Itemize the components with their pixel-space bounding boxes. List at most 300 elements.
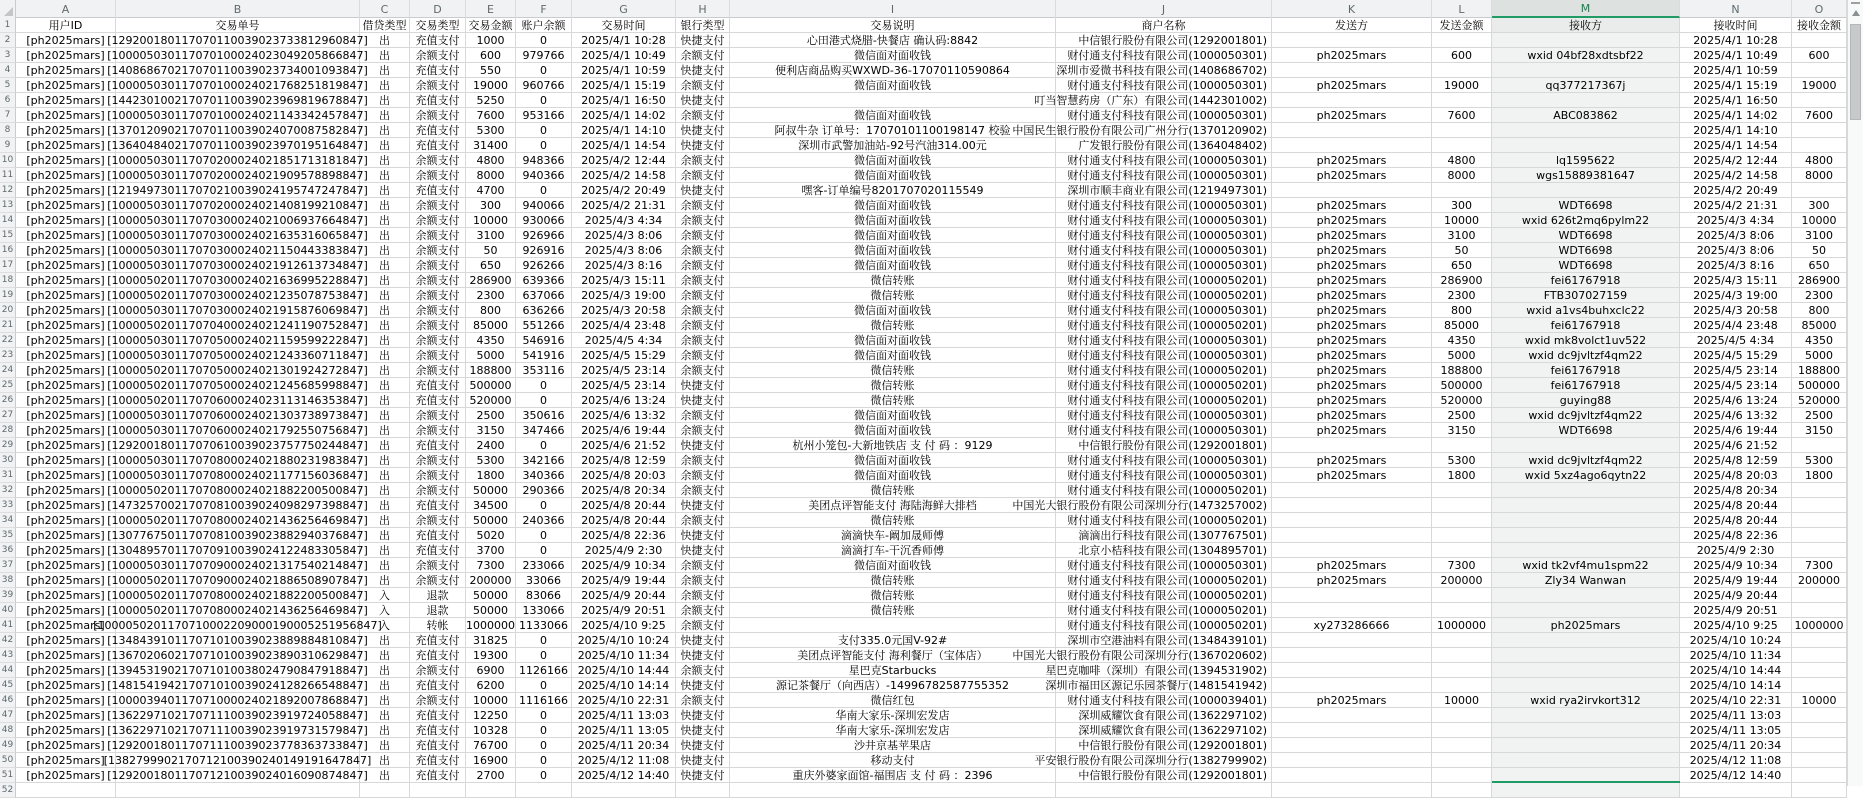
cell-E12[interactable]: 4700 bbox=[466, 183, 516, 198]
cell-J35[interactable] bbox=[1056, 528, 1272, 543]
cell-O7[interactable]: 7600 bbox=[1792, 108, 1847, 123]
cell-I31[interactable] bbox=[730, 468, 1056, 483]
cell-D47[interactable]: 充值支付 bbox=[410, 708, 466, 723]
cell-D7[interactable]: 余额支付 bbox=[410, 108, 466, 123]
row-number-49[interactable]: 49 bbox=[0, 738, 16, 753]
cell-G46[interactable]: 2025/4/10 22:31 bbox=[572, 693, 676, 708]
cell-H30[interactable]: 余额支付 bbox=[676, 453, 730, 468]
cell-E20[interactable]: 800 bbox=[466, 303, 516, 318]
cell-A10[interactable]: [ph2025mars] bbox=[16, 153, 116, 168]
cell-F52[interactable] bbox=[516, 783, 572, 798]
cell-C52[interactable] bbox=[360, 783, 410, 798]
cell-C23[interactable]: 出 bbox=[360, 348, 410, 363]
cell-N9[interactable]: 2025/4/1 14:54 bbox=[1680, 138, 1792, 153]
cell-K16[interactable]: ph2025mars bbox=[1272, 243, 1432, 258]
cell-I2[interactable] bbox=[730, 33, 1056, 48]
cell-D42[interactable]: 充值支付 bbox=[410, 633, 466, 648]
cell-G31[interactable]: 2025/4/8 20:03 bbox=[572, 468, 676, 483]
cell-N22[interactable]: 2025/4/5 4:34 bbox=[1680, 333, 1792, 348]
cell-O16[interactable]: 50 bbox=[1792, 243, 1847, 258]
cell-A18[interactable]: [ph2025mars] bbox=[16, 273, 116, 288]
cell-A51[interactable]: [ph2025mars] bbox=[16, 768, 116, 783]
cell-M40[interactable] bbox=[1492, 603, 1680, 618]
cell-M38[interactable]: Zly34 Wanwan bbox=[1492, 573, 1680, 588]
cell-M21[interactable]: fei61767918 bbox=[1492, 318, 1680, 333]
cell-H32[interactable]: 余额支付 bbox=[676, 483, 730, 498]
cell-C50[interactable]: 出 bbox=[360, 753, 410, 768]
cell-O43[interactable] bbox=[1792, 648, 1847, 663]
cell-B8[interactable] bbox=[107, 123, 368, 138]
cell-O34[interactable] bbox=[1792, 513, 1847, 528]
cell-B52[interactable] bbox=[116, 783, 360, 798]
cell-F21[interactable]: 551266 bbox=[516, 318, 572, 333]
cell-B13[interactable] bbox=[107, 198, 368, 213]
cell-O41[interactable]: 1000000 bbox=[1792, 618, 1847, 633]
cell-M10[interactable]: lq1595622 bbox=[1492, 153, 1680, 168]
column-title-A[interactable]: 用户ID bbox=[16, 18, 116, 33]
cell-E9[interactable]: 31400 bbox=[466, 138, 516, 153]
cell-F35[interactable]: 0 bbox=[516, 528, 572, 543]
cell-I9[interactable] bbox=[730, 138, 1056, 153]
cell-G22[interactable]: 2025/4/5 4:34 bbox=[572, 333, 676, 348]
column-header-K[interactable]: K bbox=[1272, 0, 1432, 18]
cell-H19[interactable]: 余额支付 bbox=[676, 288, 730, 303]
cell-L38[interactable]: 200000 bbox=[1432, 573, 1492, 588]
cell-F4[interactable]: 0 bbox=[516, 63, 572, 78]
cell-O22[interactable]: 4350 bbox=[1792, 333, 1847, 348]
cell-O14[interactable]: 10000 bbox=[1792, 213, 1847, 228]
cell-A24[interactable]: [ph2025mars] bbox=[16, 363, 116, 378]
cell-I11[interactable] bbox=[730, 168, 1056, 183]
cell-A27[interactable]: [ph2025mars] bbox=[16, 408, 116, 423]
cell-L48[interactable] bbox=[1432, 723, 1492, 738]
cell-F51[interactable]: 0 bbox=[516, 768, 572, 783]
row-number-31[interactable]: 31 bbox=[0, 468, 16, 483]
cell-M2[interactable] bbox=[1492, 33, 1680, 48]
cell-D30[interactable]: 余额支付 bbox=[410, 453, 466, 468]
cell-E37[interactable]: 7300 bbox=[466, 558, 516, 573]
cell-C22[interactable]: 出 bbox=[360, 333, 410, 348]
cell-C31[interactable]: 出 bbox=[360, 468, 410, 483]
cell-M35[interactable] bbox=[1492, 528, 1680, 543]
cell-I27[interactable] bbox=[730, 408, 1056, 423]
cell-J11[interactable] bbox=[1056, 168, 1272, 183]
cell-J33[interactable] bbox=[1012, 498, 1272, 513]
cell-K7[interactable]: ph2025mars bbox=[1272, 108, 1432, 123]
cell-K23[interactable]: ph2025mars bbox=[1272, 348, 1432, 363]
cell-N38[interactable]: 2025/4/9 19:44 bbox=[1680, 573, 1792, 588]
cell-C7[interactable]: 出 bbox=[360, 108, 410, 123]
column-title-K[interactable]: 发送方 bbox=[1272, 18, 1432, 33]
cell-H2[interactable]: 快捷支付 bbox=[676, 33, 730, 48]
cell-F14[interactable]: 930066 bbox=[516, 213, 572, 228]
cell-C10[interactable]: 出 bbox=[360, 153, 410, 168]
cell-D19[interactable]: 余额支付 bbox=[410, 288, 466, 303]
cell-D25[interactable]: 充值支付 bbox=[410, 378, 466, 393]
cell-D27[interactable]: 余额支付 bbox=[410, 408, 466, 423]
cell-E47[interactable]: 12250 bbox=[466, 708, 516, 723]
cell-I29[interactable] bbox=[730, 438, 1056, 453]
cell-K15[interactable]: ph2025mars bbox=[1272, 228, 1432, 243]
cell-O49[interactable] bbox=[1792, 738, 1847, 753]
cell-C27[interactable]: 出 bbox=[360, 408, 410, 423]
cell-I40[interactable] bbox=[730, 603, 1056, 618]
cell-H49[interactable]: 快捷支付 bbox=[676, 738, 730, 753]
cell-G10[interactable]: 2025/4/2 12:44 bbox=[572, 153, 676, 168]
cell-B38[interactable] bbox=[107, 573, 368, 588]
cell-M19[interactable]: FTB307027159 bbox=[1492, 288, 1680, 303]
cell-I23[interactable] bbox=[730, 348, 1056, 363]
cell-A29[interactable]: [ph2025mars] bbox=[16, 438, 116, 453]
cell-K43[interactable] bbox=[1272, 648, 1432, 663]
cell-G43[interactable]: 2025/4/10 11:34 bbox=[572, 648, 676, 663]
cell-C24[interactable]: 出 bbox=[360, 363, 410, 378]
cell-K29[interactable] bbox=[1272, 438, 1432, 453]
cell-L41[interactable]: 1000000 bbox=[1432, 618, 1492, 633]
cell-B18[interactable] bbox=[107, 273, 368, 288]
vertical-scrollbar[interactable] bbox=[1847, 0, 1863, 786]
cell-N12[interactable]: 2025/4/2 20:49 bbox=[1680, 183, 1792, 198]
cell-J28[interactable] bbox=[1056, 423, 1272, 438]
cell-M32[interactable] bbox=[1492, 483, 1680, 498]
cell-M48[interactable] bbox=[1492, 723, 1680, 738]
cell-I20[interactable] bbox=[730, 303, 1056, 318]
cell-A39[interactable]: [ph2025mars] bbox=[16, 588, 116, 603]
cell-K34[interactable] bbox=[1272, 513, 1432, 528]
cell-A3[interactable]: [ph2025mars] bbox=[16, 48, 116, 63]
cell-E15[interactable]: 3100 bbox=[466, 228, 516, 243]
cell-B20[interactable] bbox=[107, 303, 368, 318]
cell-E46[interactable]: 10000 bbox=[466, 693, 516, 708]
cell-J51[interactable] bbox=[1056, 768, 1272, 783]
cell-J29[interactable] bbox=[1056, 438, 1272, 453]
cell-D20[interactable]: 余额支付 bbox=[410, 303, 466, 318]
cell-I45[interactable] bbox=[730, 678, 1056, 693]
cell-F46[interactable]: 1116166 bbox=[516, 693, 572, 708]
cell-J22[interactable] bbox=[1056, 333, 1272, 348]
row-number-11[interactable]: 11 bbox=[0, 168, 16, 183]
cell-K41[interactable]: xy273286666 bbox=[1272, 618, 1432, 633]
cell-K32[interactable] bbox=[1272, 483, 1432, 498]
cell-D40[interactable]: 退款 bbox=[410, 603, 466, 618]
cell-A50[interactable]: [ph2025mars] bbox=[16, 753, 116, 768]
column-header-B[interactable]: B bbox=[116, 0, 360, 18]
cell-N41[interactable]: 2025/4/10 9:25 bbox=[1680, 618, 1792, 633]
cell-M36[interactable] bbox=[1492, 543, 1680, 558]
cell-F23[interactable]: 541916 bbox=[516, 348, 572, 363]
column-title-C[interactable]: 借贷类型 bbox=[360, 18, 410, 33]
column-header-N[interactable]: N bbox=[1680, 0, 1792, 18]
row-number-36[interactable]: 36 bbox=[0, 543, 16, 558]
cell-E23[interactable]: 5000 bbox=[466, 348, 516, 363]
cell-G42[interactable]: 2025/4/10 10:24 bbox=[572, 633, 676, 648]
cell-L32[interactable] bbox=[1432, 483, 1492, 498]
cell-J52[interactable] bbox=[1056, 783, 1272, 798]
cell-N23[interactable]: 2025/4/5 15:29 bbox=[1680, 348, 1792, 363]
cell-O35[interactable] bbox=[1792, 528, 1847, 543]
cell-M29[interactable] bbox=[1492, 438, 1680, 453]
cell-N40[interactable]: 2025/4/9 20:51 bbox=[1680, 603, 1792, 618]
column-title-M[interactable]: 接收方 bbox=[1492, 18, 1680, 33]
cell-K42[interactable] bbox=[1272, 633, 1432, 648]
cell-K25[interactable]: ph2025mars bbox=[1272, 378, 1432, 393]
cell-I49[interactable] bbox=[730, 738, 1056, 753]
cell-K11[interactable]: ph2025mars bbox=[1272, 168, 1432, 183]
cell-F12[interactable]: 0 bbox=[516, 183, 572, 198]
cell-F3[interactable]: 979766 bbox=[516, 48, 572, 63]
cell-O26[interactable]: 520000 bbox=[1792, 393, 1847, 408]
cell-O48[interactable] bbox=[1792, 723, 1847, 738]
column-header-A[interactable]: A bbox=[16, 0, 116, 18]
row-number-50[interactable]: 50 bbox=[0, 753, 16, 768]
cell-O29[interactable] bbox=[1792, 438, 1847, 453]
cell-N2[interactable]: 2025/4/1 10:28 bbox=[1680, 33, 1792, 48]
cell-H15[interactable]: 余额支付 bbox=[676, 228, 730, 243]
cell-G32[interactable]: 2025/4/8 20:34 bbox=[572, 483, 676, 498]
cell-G8[interactable]: 2025/4/1 14:10 bbox=[572, 123, 676, 138]
cell-O19[interactable]: 2300 bbox=[1792, 288, 1847, 303]
row-number-38[interactable]: 38 bbox=[0, 573, 16, 588]
cell-F37[interactable]: 233066 bbox=[516, 558, 572, 573]
row-number-3[interactable]: 3 bbox=[0, 48, 16, 63]
cell-A20[interactable]: [ph2025mars] bbox=[16, 303, 116, 318]
cell-G47[interactable]: 2025/4/11 13:03 bbox=[572, 708, 676, 723]
cell-M22[interactable]: wxid mk8volct1uv522 bbox=[1492, 333, 1680, 348]
cell-A48[interactable]: [ph2025mars] bbox=[16, 723, 116, 738]
cell-E18[interactable]: 286900 bbox=[466, 273, 516, 288]
cell-H43[interactable]: 快捷支付 bbox=[676, 648, 730, 663]
cell-G33[interactable]: 2025/4/8 20:44 bbox=[572, 498, 676, 513]
cell-J40[interactable] bbox=[1056, 603, 1272, 618]
cell-O27[interactable]: 2500 bbox=[1792, 408, 1847, 423]
cell-G41[interactable]: 2025/4/10 9:25 bbox=[572, 618, 676, 633]
cell-H16[interactable]: 余额支付 bbox=[676, 243, 730, 258]
cell-I17[interactable] bbox=[730, 258, 1056, 273]
cell-G11[interactable]: 2025/4/2 14:58 bbox=[572, 168, 676, 183]
cell-H45[interactable]: 快捷支付 bbox=[676, 678, 730, 693]
cell-K40[interactable] bbox=[1272, 603, 1432, 618]
cell-J46[interactable] bbox=[1056, 693, 1272, 708]
cell-J45[interactable] bbox=[1045, 678, 1272, 693]
cell-E36[interactable]: 3700 bbox=[466, 543, 516, 558]
cell-F29[interactable]: 0 bbox=[516, 438, 572, 453]
cell-C2[interactable]: 出 bbox=[360, 33, 410, 48]
cell-E35[interactable]: 5020 bbox=[466, 528, 516, 543]
cell-N32[interactable]: 2025/4/8 20:34 bbox=[1680, 483, 1792, 498]
cell-M39[interactable] bbox=[1492, 588, 1680, 603]
cell-K2[interactable] bbox=[1272, 33, 1432, 48]
cell-G39[interactable]: 2025/4/9 20:44 bbox=[572, 588, 676, 603]
cell-D44[interactable]: 余额支付 bbox=[410, 663, 466, 678]
cell-C4[interactable]: 出 bbox=[360, 63, 410, 78]
scroll-up-arrow-icon[interactable] bbox=[1852, 10, 1860, 16]
cell-G5[interactable]: 2025/4/1 15:19 bbox=[572, 78, 676, 93]
cell-O46[interactable]: 10000 bbox=[1792, 693, 1847, 708]
cell-D33[interactable]: 充值支付 bbox=[410, 498, 466, 513]
cell-M25[interactable]: fei61767918 bbox=[1492, 378, 1680, 393]
cell-L5[interactable]: 19000 bbox=[1432, 78, 1492, 93]
cell-G14[interactable]: 2025/4/3 4:34 bbox=[572, 213, 676, 228]
cell-F50[interactable]: 0 bbox=[516, 753, 572, 768]
cell-I44[interactable] bbox=[730, 663, 1056, 678]
cell-G51[interactable]: 2025/4/12 14:40 bbox=[572, 768, 676, 783]
cell-I7[interactable] bbox=[730, 108, 1056, 123]
cell-H38[interactable]: 余额支付 bbox=[676, 573, 730, 588]
cell-O9[interactable] bbox=[1792, 138, 1847, 153]
cell-I4[interactable] bbox=[730, 63, 1056, 78]
cell-K52[interactable] bbox=[1272, 783, 1432, 798]
cell-J18[interactable] bbox=[1056, 273, 1272, 288]
cell-F25[interactable]: 0 bbox=[516, 378, 572, 393]
cell-J12[interactable] bbox=[1056, 183, 1272, 198]
cell-C8[interactable]: 出 bbox=[360, 123, 410, 138]
cell-N6[interactable]: 2025/4/1 16:50 bbox=[1680, 93, 1792, 108]
cell-H10[interactable]: 余额支付 bbox=[676, 153, 730, 168]
cell-A6[interactable]: [ph2025mars] bbox=[16, 93, 116, 108]
cell-K14[interactable]: ph2025mars bbox=[1272, 213, 1432, 228]
cell-D45[interactable]: 充值支付 bbox=[410, 678, 466, 693]
cell-F8[interactable]: 0 bbox=[516, 123, 572, 138]
cell-G25[interactable]: 2025/4/5 23:14 bbox=[572, 378, 676, 393]
cell-O23[interactable]: 5000 bbox=[1792, 348, 1847, 363]
cell-N13[interactable]: 2025/4/2 21:31 bbox=[1680, 198, 1792, 213]
cell-J50[interactable] bbox=[1034, 753, 1272, 768]
cell-A37[interactable]: [ph2025mars] bbox=[16, 558, 116, 573]
cell-O12[interactable] bbox=[1792, 183, 1847, 198]
cell-H3[interactable]: 余额支付 bbox=[676, 48, 730, 63]
row-number-43[interactable]: 43 bbox=[0, 648, 16, 663]
cell-N8[interactable]: 2025/4/1 14:10 bbox=[1680, 123, 1792, 138]
cell-D17[interactable]: 余额支付 bbox=[410, 258, 466, 273]
cell-C3[interactable]: 出 bbox=[360, 48, 410, 63]
cell-H37[interactable]: 余额支付 bbox=[676, 558, 730, 573]
cell-I14[interactable] bbox=[730, 213, 1056, 228]
cell-M9[interactable] bbox=[1492, 138, 1680, 153]
cell-N46[interactable]: 2025/4/10 22:31 bbox=[1680, 693, 1792, 708]
cell-A42[interactable]: [ph2025mars] bbox=[16, 633, 116, 648]
cell-G28[interactable]: 2025/4/6 19:44 bbox=[572, 423, 676, 438]
cell-K45[interactable] bbox=[1272, 678, 1432, 693]
cell-J26[interactable] bbox=[1056, 393, 1272, 408]
cell-O25[interactable]: 500000 bbox=[1792, 378, 1847, 393]
cell-M46[interactable]: wxid rya2irvkort312 bbox=[1492, 693, 1680, 708]
cell-M16[interactable]: WDT6698 bbox=[1492, 243, 1680, 258]
cell-M45[interactable] bbox=[1492, 678, 1680, 693]
cell-H11[interactable]: 余额支付 bbox=[676, 168, 730, 183]
cell-O37[interactable]: 7300 bbox=[1792, 558, 1847, 573]
cell-F16[interactable]: 926916 bbox=[516, 243, 572, 258]
cell-B23[interactable] bbox=[107, 348, 368, 363]
cell-M52[interactable] bbox=[1492, 783, 1680, 798]
cell-O28[interactable]: 3150 bbox=[1792, 423, 1847, 438]
cell-E28[interactable]: 3150 bbox=[466, 423, 516, 438]
cell-B42[interactable] bbox=[107, 633, 368, 648]
cell-A12[interactable]: [ph2025mars] bbox=[16, 183, 116, 198]
cell-B3[interactable] bbox=[107, 48, 368, 63]
cell-J19[interactable] bbox=[1056, 288, 1272, 303]
cell-H48[interactable]: 快捷支付 bbox=[676, 723, 730, 738]
cell-L47[interactable] bbox=[1432, 708, 1492, 723]
cell-L43[interactable] bbox=[1432, 648, 1492, 663]
cell-J42[interactable] bbox=[1056, 633, 1272, 648]
cell-G24[interactable]: 2025/4/5 23:14 bbox=[572, 363, 676, 378]
cell-I36[interactable] bbox=[730, 543, 1056, 558]
cell-G18[interactable]: 2025/4/3 15:11 bbox=[572, 273, 676, 288]
cell-D29[interactable]: 充值支付 bbox=[410, 438, 466, 453]
cell-J34[interactable] bbox=[1056, 513, 1272, 528]
cell-A2[interactable]: [ph2025mars] bbox=[16, 33, 116, 48]
cell-N10[interactable]: 2025/4/2 12:44 bbox=[1680, 153, 1792, 168]
cell-D23[interactable]: 余额支付 bbox=[410, 348, 466, 363]
row-number-47[interactable]: 47 bbox=[0, 708, 16, 723]
cell-K50[interactable] bbox=[1272, 753, 1432, 768]
cell-A8[interactable]: [ph2025mars] bbox=[16, 123, 116, 138]
cell-O42[interactable] bbox=[1792, 633, 1847, 648]
cell-C41[interactable]: 入 bbox=[360, 618, 410, 633]
column-title-D[interactable]: 交易类型 bbox=[410, 18, 466, 33]
cell-I13[interactable] bbox=[730, 198, 1056, 213]
cell-A25[interactable]: [ph2025mars] bbox=[16, 378, 116, 393]
cell-K4[interactable] bbox=[1272, 63, 1432, 78]
cell-J36[interactable] bbox=[1056, 543, 1272, 558]
cell-B43[interactable] bbox=[107, 648, 368, 663]
cell-E45[interactable]: 6200 bbox=[466, 678, 516, 693]
cell-J2[interactable] bbox=[1056, 33, 1272, 48]
cell-O2[interactable] bbox=[1792, 33, 1847, 48]
cell-L20[interactable]: 800 bbox=[1432, 303, 1492, 318]
cell-A33[interactable]: [ph2025mars] bbox=[16, 498, 116, 513]
cell-H39[interactable]: 余额支付 bbox=[676, 588, 730, 603]
cell-I25[interactable] bbox=[730, 378, 1056, 393]
cell-K36[interactable] bbox=[1272, 543, 1432, 558]
cell-N34[interactable]: 2025/4/8 20:44 bbox=[1680, 513, 1792, 528]
column-title-I[interactable]: 交易说明 bbox=[730, 18, 1056, 33]
cell-I24[interactable] bbox=[730, 363, 1056, 378]
cell-J17[interactable] bbox=[1056, 258, 1272, 273]
cell-E49[interactable]: 76700 bbox=[466, 738, 516, 753]
cell-M4[interactable] bbox=[1492, 63, 1680, 78]
cell-D51[interactable]: 充值支付 bbox=[410, 768, 466, 783]
row-number-9[interactable]: 9 bbox=[0, 138, 16, 153]
cell-C28[interactable]: 出 bbox=[360, 423, 410, 438]
cell-J31[interactable] bbox=[1056, 468, 1272, 483]
cell-E50[interactable]: 16900 bbox=[466, 753, 516, 768]
cell-F32[interactable]: 290366 bbox=[516, 483, 572, 498]
cell-L27[interactable]: 2500 bbox=[1432, 408, 1492, 423]
select-all-corner[interactable] bbox=[0, 0, 16, 18]
cell-O51[interactable] bbox=[1792, 768, 1847, 783]
cell-E34[interactable]: 50000 bbox=[466, 513, 516, 528]
cell-J32[interactable] bbox=[1056, 483, 1272, 498]
cell-H36[interactable]: 快捷支付 bbox=[676, 543, 730, 558]
cell-B9[interactable] bbox=[107, 138, 368, 153]
cell-J4[interactable] bbox=[1056, 63, 1272, 78]
cell-J30[interactable] bbox=[1056, 453, 1272, 468]
cell-D22[interactable]: 余额支付 bbox=[410, 333, 466, 348]
cell-B35[interactable] bbox=[107, 528, 368, 543]
cell-E41[interactable]: 1000000 bbox=[466, 619, 515, 632]
cell-L15[interactable]: 3100 bbox=[1432, 228, 1492, 243]
row-number-19[interactable]: 19 bbox=[0, 288, 16, 303]
cell-C45[interactable]: 出 bbox=[360, 678, 410, 693]
cell-G2[interactable]: 2025/4/1 10:28 bbox=[572, 33, 676, 48]
row-number-4[interactable]: 4 bbox=[0, 63, 16, 78]
cell-O13[interactable]: 300 bbox=[1792, 198, 1847, 213]
cell-F33[interactable]: 0 bbox=[516, 498, 572, 513]
cell-D12[interactable]: 充值支付 bbox=[410, 183, 466, 198]
cell-F9[interactable]: 0 bbox=[516, 138, 572, 153]
cell-J24[interactable] bbox=[1056, 363, 1272, 378]
